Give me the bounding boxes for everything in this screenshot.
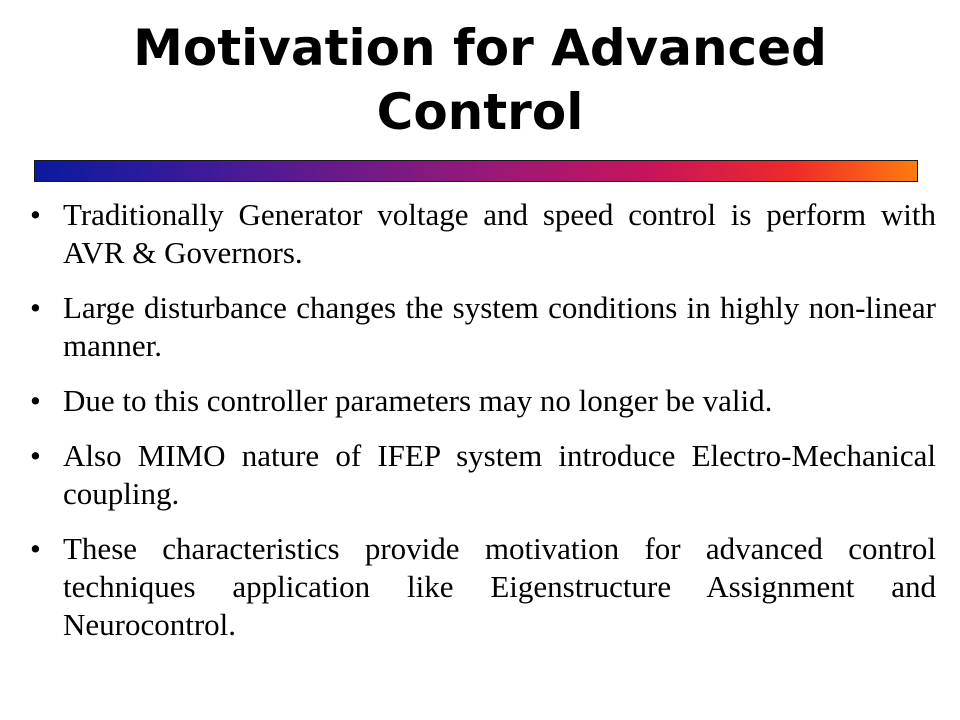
bullet-text: Also MIMO nature of IFEP system introduce Electro-Mechanical coupling. <box>63 438 936 511</box>
bullet-item <box>30 196 936 272</box>
bullet-item <box>30 289 936 365</box>
bullet-item <box>30 530 936 644</box>
bullet-text: Traditionally Generator voltage and speed control is perform with AVR & Governors. <box>63 197 936 270</box>
bullet-dot-icon: • <box>30 438 41 473</box>
title-gradient-bar <box>34 160 918 182</box>
bullet-text: These characteristics provide motivation for advanced control techniques application like Eigenstructure Assignment and Neurocontrol. <box>63 531 936 642</box>
bullet-dot-icon: • <box>30 531 41 566</box>
slide-title: Motivation for Advanced Control <box>133 19 827 141</box>
bullet-list <box>30 196 936 661</box>
bullet-item <box>30 382 936 420</box>
bullet-text: Due to this controller parameters may no longer be valid. <box>63 383 773 418</box>
bullet-dot-icon: • <box>30 290 41 325</box>
bullet-text: Large disturbance changes the system conditions in highly non-linear manner. <box>63 290 936 363</box>
bullet-item <box>30 437 936 513</box>
bullet-dot-icon: • <box>30 197 41 232</box>
bullet-dot-icon: • <box>30 383 41 418</box>
